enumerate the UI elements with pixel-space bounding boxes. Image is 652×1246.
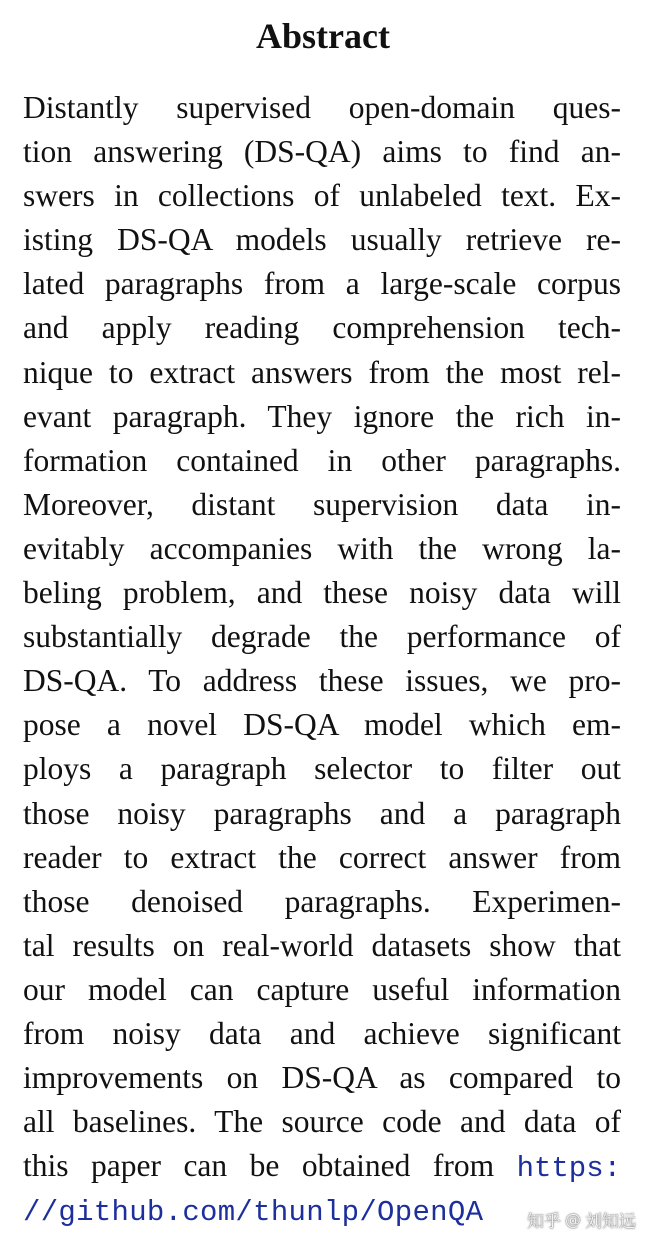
watermark-author: 刘知远 — [585, 1212, 636, 1232]
abstract-line: Moreover, distant supervision data in- — [23, 486, 621, 522]
abstract-line-text: this paper can be obtained from — [23, 1148, 517, 1184]
abstract-line: swers in collections of unlabeled text. Ex- — [23, 178, 621, 214]
abstract-line: tal results on real-world datasets show that — [23, 927, 621, 963]
abstract-line: DS-QA. To address these issues, we pro- — [23, 663, 621, 699]
abstract-line: formation contained in other paragraphs. — [23, 442, 621, 478]
abstract-line: from noisy data and achieve significant — [23, 1015, 621, 1051]
abstract-line: pose a novel DS-QA model which em- — [23, 707, 621, 743]
abstract-line: improvements on DS-QA as compared to — [23, 1060, 621, 1096]
abstract-line: ploys a paragraph selector to filter out — [23, 751, 621, 787]
abstract-body — [23, 86, 621, 1232]
watermark — [527, 1207, 636, 1232]
abstract-line: nique to extract answers from the most rel- — [23, 354, 621, 390]
abstract-line: beling problem, and these noisy data will — [23, 575, 621, 611]
abstract-line: reader to extract the correct answer from — [23, 839, 621, 875]
abstract-line: tion answering (DS-QA) aims to find an- — [23, 134, 621, 170]
abstract-line: Distantly supervised open-domain ques- — [23, 90, 621, 125]
abstract-line: all baselines. The source code and data of — [23, 1104, 621, 1140]
abstract-heading: Abstract — [256, 16, 390, 56]
watermark-site: 知乎 — [527, 1212, 561, 1232]
abstract-line: evitably accompanies with the wrong la- — [23, 530, 621, 566]
repository-link[interactable]: //github.com/thunlp/OpenQA — [23, 1196, 484, 1230]
repository-link-start[interactable]: https: — [516, 1152, 621, 1186]
abstract-line: those noisy paragraphs and a paragraph — [23, 795, 621, 831]
abstract-line: those denoised paragraphs. Experimen- — [23, 883, 621, 919]
abstract-line: isting DS-QA models usually retrieve re- — [23, 222, 621, 258]
abstract-line: evant paragraph. They ignore the rich in- — [23, 398, 621, 434]
abstract-line: our model can capture useful information — [23, 971, 621, 1007]
abstract-line: and apply reading comprehension tech- — [23, 310, 621, 346]
abstract-line-with-link — [23, 1144, 621, 1188]
abstract-line: substantially degrade the performance of — [23, 619, 621, 655]
watermark-at: @ — [565, 1210, 581, 1229]
abstract-line: lated paragraphs from a large-scale corpus — [23, 266, 621, 302]
